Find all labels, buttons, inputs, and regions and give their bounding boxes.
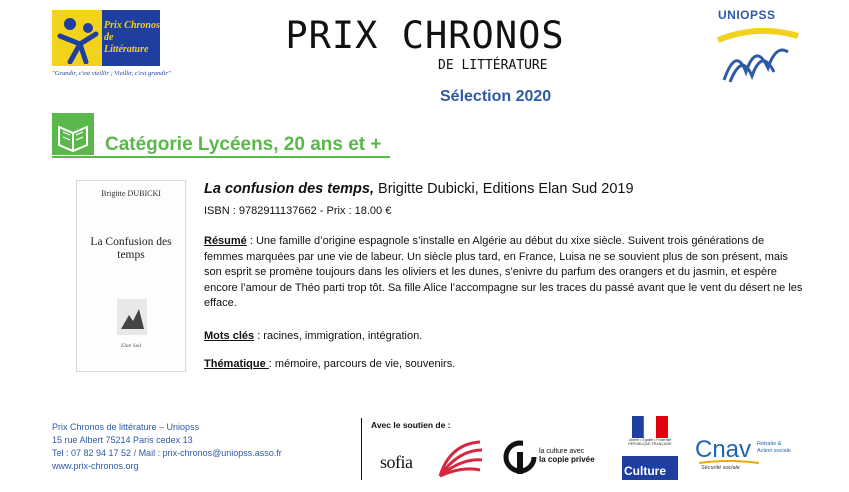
themes-text: : mémoire, parcours de vie, souvenirs. [268,358,456,370]
copie-small: la culture avec [539,448,585,455]
cover-title: La Confusion des temps [90,236,172,261]
footer-line-org: Prix Chronos de littérature – Uniopss [52,422,200,432]
cnav-tagline: Retraite & Action sociale [757,441,791,454]
themes [204,358,455,370]
logo-tagline: "Grandir, c'est vieillir ; Vieillir, c'est grandir" [52,70,171,77]
marianne-flag-icon [632,416,668,438]
uniopss-logo [706,8,802,88]
cover-publisher: Elan Sud [120,343,141,349]
copie-bold: la copie privée [539,455,595,464]
copie-privee-text [539,448,595,465]
uniopss-mark-icon [714,22,800,86]
book-cover [76,180,186,372]
book-icon [52,113,94,155]
category-divider [52,156,390,158]
cnav-secu: Sécurité sociale [701,465,740,471]
sofia-logo [380,438,486,478]
book-summary [204,234,804,312]
prix-chronos-logo [52,10,171,86]
cover-author: Brigitte DUBICKI [101,189,161,198]
figures-icon [56,14,102,64]
copie-privee-logo [503,438,613,478]
footer-line-website[interactable]: www.prix-chronos.org [52,461,139,471]
page-subtitle: DE LITTÉRATURE [438,58,548,73]
summary-label: Résumé [204,235,247,247]
footer-address [52,421,282,473]
culture-label: Culture [622,456,678,480]
keywords-text: : racines, immigration, intégration. [254,330,423,342]
uniopss-name: UNIOPSS [718,8,776,22]
keywords [204,330,422,342]
ministere-culture-logo [622,416,678,482]
footer-line-street: 15 rue Albert 75214 Paris cedex 13 [52,435,193,445]
sofia-name: sofia [380,452,413,472]
cover-illustration-icon [117,299,147,335]
cnav-name: Cnav [695,436,752,463]
book-credits: Brigitte Dubicki, Editions Elan Sud 2019 [374,181,634,197]
logo-brand: Prix Chronos de Littérature [104,20,160,55]
republique-francaise: Liberté • Égalité • Fraternité RÉPUBLIQUE FRANÇAISE [628,438,672,446]
footer-divider [361,418,362,480]
sponsors-heading: Avec le soutien de : [371,420,451,430]
sofia-fan-icon [436,440,484,478]
summary-text: : Une famille d’origine espagnole s’installe en Algérie au début du xixe siècle. Suivent trois générations de femmes marquées par une vie de labeur. Un siècle plus tard, en France, Luisa ne se souvient plus de son présent, mais son esprit se promène toujours dans les oliviers et les dunes, s’enivre du parfum des orangers et du jasmin, et espère encore l’amour de Théo parti trop tôt. Sa fille Alice l’accompagne sur les traces du passé avant que le vent du désert ne les efface. [204,235,803,309]
page-title: PRIX CHRONOS [285,14,565,57]
book-isbn-price: ISBN : 9782911137662 - Prix : 18.00 € [204,205,392,217]
copie-privee-icon [503,438,537,476]
footer-line-contact[interactable]: Tel : 07 82 94 17 52 / Mail : prix-chronos@uniopss.asso.fr [52,448,282,458]
cnav-logo [695,436,791,476]
keywords-label: Mots clés [204,330,255,342]
category-heading: Catégorie Lycéens, 20 ans et + [105,134,382,155]
selection-year: Sélection 2020 [440,88,552,105]
book-heading [204,181,634,197]
themes-label: Thématique [204,358,269,370]
book-title: La confusion des temps, [204,181,374,197]
